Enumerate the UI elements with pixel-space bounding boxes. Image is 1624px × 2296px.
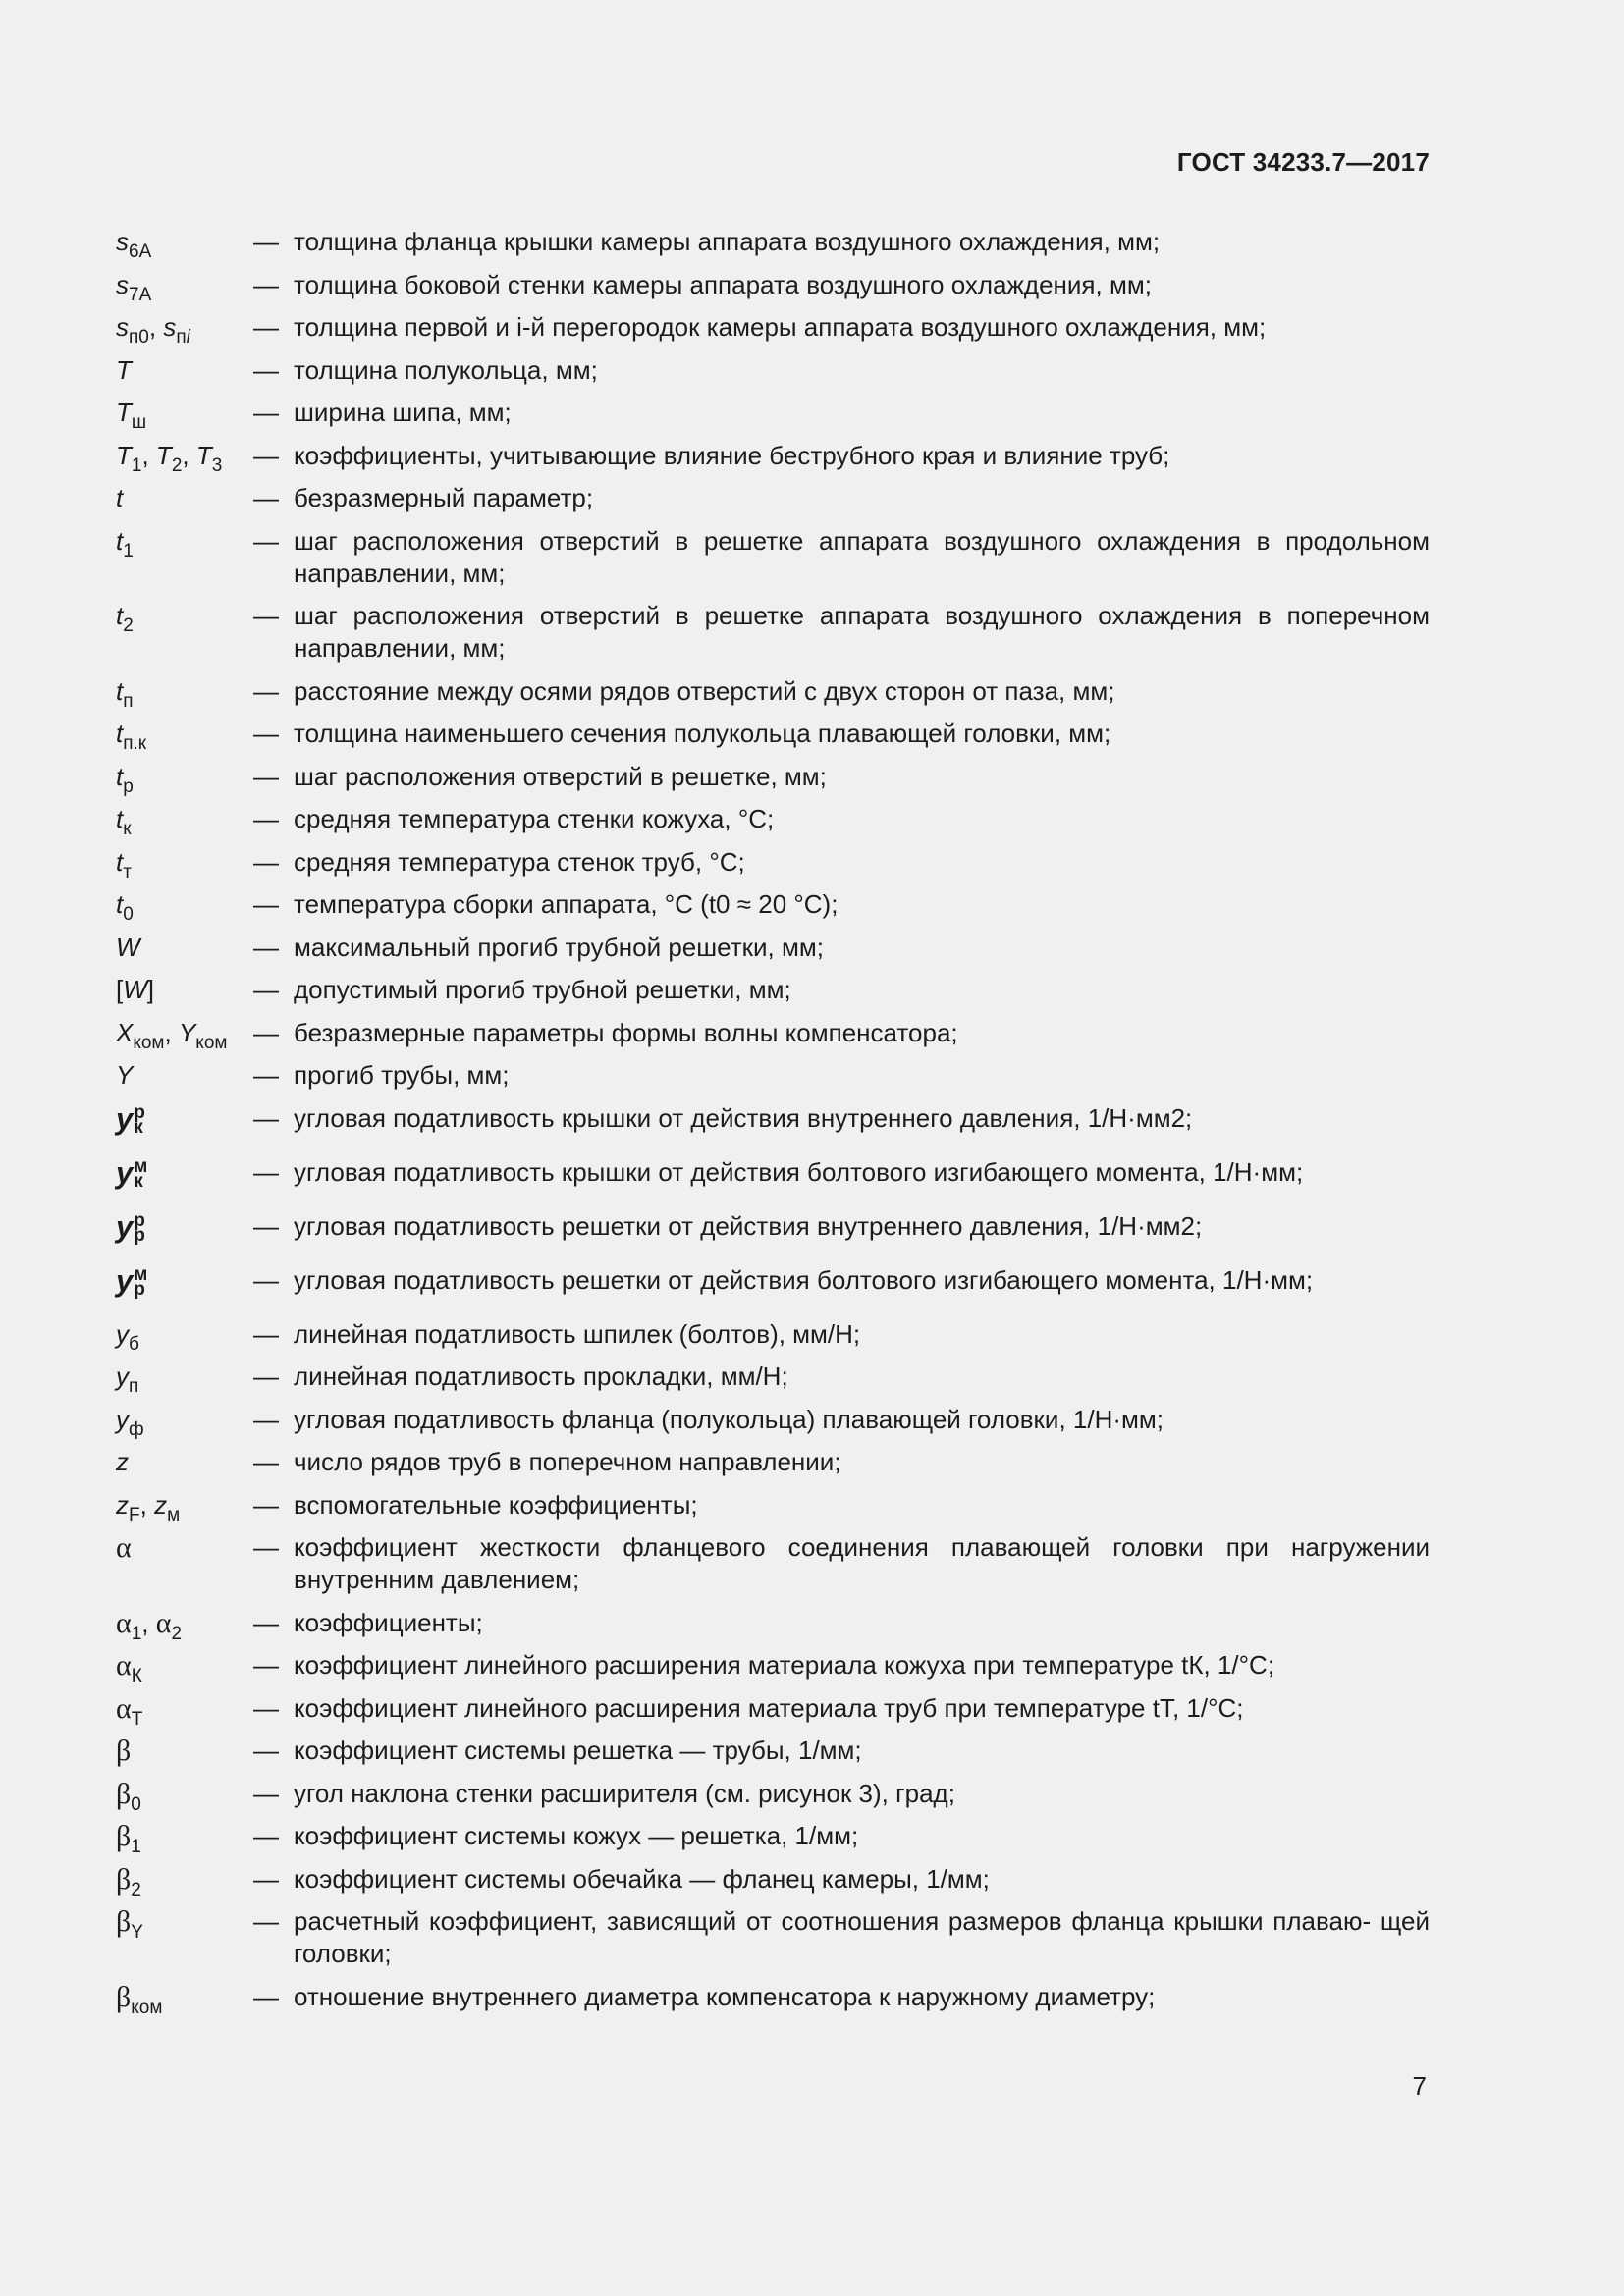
dash: — <box>253 1318 279 1349</box>
definition: коэффициенты; <box>294 1607 483 1637</box>
dash: — <box>253 719 279 748</box>
symbol: $T_1$, $T_2$, $T_3$ <box>116 440 223 476</box>
dash: — <box>253 889 279 919</box>
definition: безразмерные параметры формы волны компенсатора; <box>294 1017 958 1047</box>
symbol: $\beta_2$ <box>116 1862 141 1900</box>
symbol: β <box>116 1735 132 1767</box>
symbol: $t_п$ <box>116 675 134 712</box>
list-item <box>116 1017 1430 1053</box>
dash: — <box>253 1607 279 1637</box>
list-item <box>116 269 1430 305</box>
definition: прогиб трубы, мм; <box>294 1060 510 1090</box>
list-item <box>116 1446 1430 1478</box>
definition: толщина первой и i-й перегородок камеры аппарата воздушного охлаждения, мм; <box>294 312 1267 342</box>
dash: — <box>253 354 279 385</box>
symbol: z <box>116 1447 129 1476</box>
list-item <box>116 1489 1430 1525</box>
definition: расстояние между осями рядов отверстий с двух сторон от паза, мм; <box>294 675 1115 706</box>
dash: — <box>253 398 279 427</box>
list-item <box>116 1649 1430 1686</box>
list-item <box>116 846 1430 882</box>
list-item <box>116 1777 1430 1815</box>
list-item <box>116 974 1430 1006</box>
list-item <box>116 1820 1430 1857</box>
definition: угловая податливость фланца (полукольца) плавающей головки, 1/Н·мм; <box>294 1404 1164 1434</box>
definition: угол наклона стенки расширителя (см. рисунок 3), град; <box>294 1778 955 1808</box>
list-item <box>116 311 1430 347</box>
definition: температура сборки аппарата, °С (t0 ≈ 20 °С); <box>294 889 839 919</box>
list-item <box>116 354 1430 387</box>
symbol: $t_1$ <box>116 525 134 561</box>
symbol: α <box>116 1531 132 1564</box>
definition: угловая податливость решетки от действия болтового изгибающего момента, 1/Н·мм; <box>294 1264 1314 1295</box>
list-item <box>116 761 1430 797</box>
definition: коэффициент линейного расширения материала кожуха при температуре tК, 1/°С; <box>294 1650 1275 1680</box>
symbol: Y <box>116 1060 134 1090</box>
dash: — <box>253 761 279 791</box>
list-item <box>116 525 1430 590</box>
definition: безразмерный параметр; <box>294 483 594 512</box>
symbol: $X_{ком}$, $Y_{ком}$ <box>116 1017 228 1053</box>
symbol: $s_{п0}$, $s_{пi}$ <box>116 312 190 347</box>
symbol: $\alpha_К$ <box>116 1649 142 1686</box>
list-item <box>116 600 1430 665</box>
list-item <box>116 1691 1430 1730</box>
definition: коэффициент линейного расширения материала труб при температуре tТ, 1/°С; <box>294 1692 1244 1723</box>
list-item <box>116 1735 1430 1767</box>
list-item <box>116 226 1430 262</box>
list-item <box>116 1606 1430 1644</box>
dash: — <box>253 1156 279 1187</box>
symbol: $\beta_0$ <box>116 1777 141 1815</box>
list-item <box>116 1208 1430 1246</box>
definition: толщина полукольца, мм; <box>294 354 598 385</box>
list-item <box>116 440 1430 476</box>
definition: угловая податливость решетки от действия внутреннего давления, 1/Н·мм2; <box>294 1210 1203 1241</box>
definition: шаг расположения отверстий в решетке аппарата воздушного охлаждения в продольном направлении, мм; <box>294 525 1430 588</box>
definition: вспомогательные коэффициенты; <box>294 1489 698 1520</box>
symbol: $y_п$ <box>116 1362 139 1397</box>
list-item <box>116 1531 1430 1596</box>
list-item <box>116 675 1430 712</box>
definition: толщина фланца крышки камеры аппарата воздушного охлаждения, мм; <box>294 227 1161 256</box>
dash: — <box>253 804 279 833</box>
symbol: W <box>116 932 140 962</box>
symbol: $t_2$ <box>116 601 134 636</box>
symbol: $t_р$ <box>116 761 134 797</box>
list-item <box>116 1905 1430 1970</box>
symbol: $s_{7А}$ <box>116 269 152 305</box>
symbol: y р р <box>116 1208 145 1246</box>
symbol: y м р <box>116 1262 148 1300</box>
dash: — <box>253 1404 279 1434</box>
document-header: ГОСТ 34233.7—2017 <box>1176 147 1430 177</box>
dash: — <box>253 675 279 706</box>
definition: шаг расположения отверстий в решетке, мм; <box>294 761 827 791</box>
page-number: 7 <box>1412 2071 1427 2101</box>
definition: коэффициент жесткости фланцевого соединения плавающей головки при нагружении внутренним давлением; <box>294 1532 1430 1594</box>
dash: — <box>253 846 279 877</box>
symbol: $\beta_{ком}$ <box>116 1980 163 2018</box>
dash: — <box>253 1489 279 1520</box>
list-item <box>116 1154 1430 1192</box>
list-item <box>116 1262 1430 1300</box>
symbol: $z_F$, $z_м$ <box>116 1489 181 1525</box>
dash: — <box>253 1650 279 1680</box>
dash: — <box>253 1863 279 1894</box>
definition: число рядов труб в поперечном направлении; <box>294 1447 841 1476</box>
definition: коэффициенты, учитывающие влияние беструбного края и влияние труб; <box>294 440 1170 470</box>
dash: — <box>253 1981 279 2011</box>
list-item <box>116 803 1430 839</box>
dash: — <box>253 1906 279 1936</box>
definition: угловая податливость крышки от действия болтового изгибающего момента, 1/Н·мм; <box>294 1156 1304 1187</box>
dash: — <box>253 601 279 630</box>
list-item <box>116 718 1430 754</box>
dash: — <box>253 1447 279 1476</box>
symbol: $t_т$ <box>116 846 132 882</box>
dash: — <box>253 525 279 556</box>
dash: — <box>253 1060 279 1090</box>
definition: коэффициент системы решетка — трубы, 1/мм; <box>294 1735 862 1765</box>
list-item <box>116 1862 1430 1900</box>
list-item <box>116 1100 1430 1138</box>
definition: средняя температура стенки кожуха, °С; <box>294 804 775 833</box>
definition: толщина наименьшего сечения полукольца плавающей головки, мм; <box>294 719 1111 748</box>
symbol: $\beta_Y$ <box>116 1905 143 1943</box>
dash: — <box>253 1102 279 1133</box>
definition: максимальный прогиб трубной решетки, мм; <box>294 932 824 962</box>
dash: — <box>253 1692 279 1723</box>
symbol: $T_ш$ <box>116 398 147 433</box>
symbol: $y_ф$ <box>116 1404 144 1440</box>
dash: — <box>253 975 279 1004</box>
definition: угловая податливость крышки от действия внутреннего давления, 1/Н·мм2; <box>294 1102 1193 1133</box>
symbol: $\beta_1$ <box>116 1820 141 1857</box>
definition: коэффициент системы кожух — решетка, 1/мм; <box>294 1821 859 1850</box>
symbol: y р к <box>116 1100 145 1138</box>
symbol: $\alpha_Т$ <box>116 1691 143 1730</box>
definition: линейная податливость шпилек (болтов), мм/Н; <box>294 1318 861 1349</box>
list-item <box>116 1404 1430 1440</box>
dash: — <box>253 1017 279 1047</box>
dash: — <box>253 269 279 299</box>
dash: — <box>253 1264 279 1295</box>
symbol: t <box>116 483 124 512</box>
definition: расчетный коэффициент, зависящий от соотношения размеров фланца крышки плаваю- щей головки; <box>294 1906 1430 1968</box>
list-item <box>116 1980 1430 2018</box>
definition: шаг расположения отверстий в решетке аппарата воздушного охлаждения в поперечном направлении, мм; <box>294 601 1430 663</box>
dash: — <box>253 1210 279 1241</box>
symbol: y м к <box>116 1154 148 1192</box>
dash: — <box>253 483 279 512</box>
symbol-list <box>116 226 1430 2023</box>
dash: — <box>253 227 279 256</box>
dash: — <box>253 1735 279 1765</box>
symbol: $t_{п.к}$ <box>116 719 147 754</box>
definition: средняя температура стенок труб, °С; <box>294 846 745 877</box>
symbol: T <box>116 354 132 385</box>
definition: отношение внутреннего диаметра компенсатора к наружному диаметру; <box>294 1981 1156 2011</box>
list-item <box>116 932 1430 964</box>
list-item <box>116 397 1430 433</box>
dash: — <box>253 932 279 962</box>
symbol: $t_0$ <box>116 889 134 925</box>
symbol: $s_{6А}$ <box>116 227 152 262</box>
definition: линейная податливость прокладки, мм/Н; <box>294 1362 788 1391</box>
dash: — <box>253 1362 279 1391</box>
dash: — <box>253 440 279 470</box>
symbol: [W] <box>116 975 155 1004</box>
symbol: $t_к$ <box>116 804 132 839</box>
definition: толщина боковой стенки камеры аппарата воздушного охлаждения, мм; <box>294 269 1152 299</box>
list-item <box>116 1361 1430 1397</box>
symbol: $y_б$ <box>116 1318 139 1355</box>
dash: — <box>253 312 279 342</box>
symbol: $\alpha_1$, $\alpha_2$ <box>116 1606 183 1644</box>
definition: ширина шипа, мм; <box>294 398 512 427</box>
list-item <box>116 1318 1430 1355</box>
definition: допустимый прогиб трубной решетки, мм; <box>294 975 791 1004</box>
list-item <box>116 482 1430 514</box>
list-item <box>116 1059 1430 1092</box>
dash: — <box>253 1532 279 1562</box>
list-item <box>116 888 1430 925</box>
dash: — <box>253 1778 279 1808</box>
definition: коэффициент системы обечайка — фланец камеры, 1/мм; <box>294 1863 990 1894</box>
dash: — <box>253 1821 279 1850</box>
